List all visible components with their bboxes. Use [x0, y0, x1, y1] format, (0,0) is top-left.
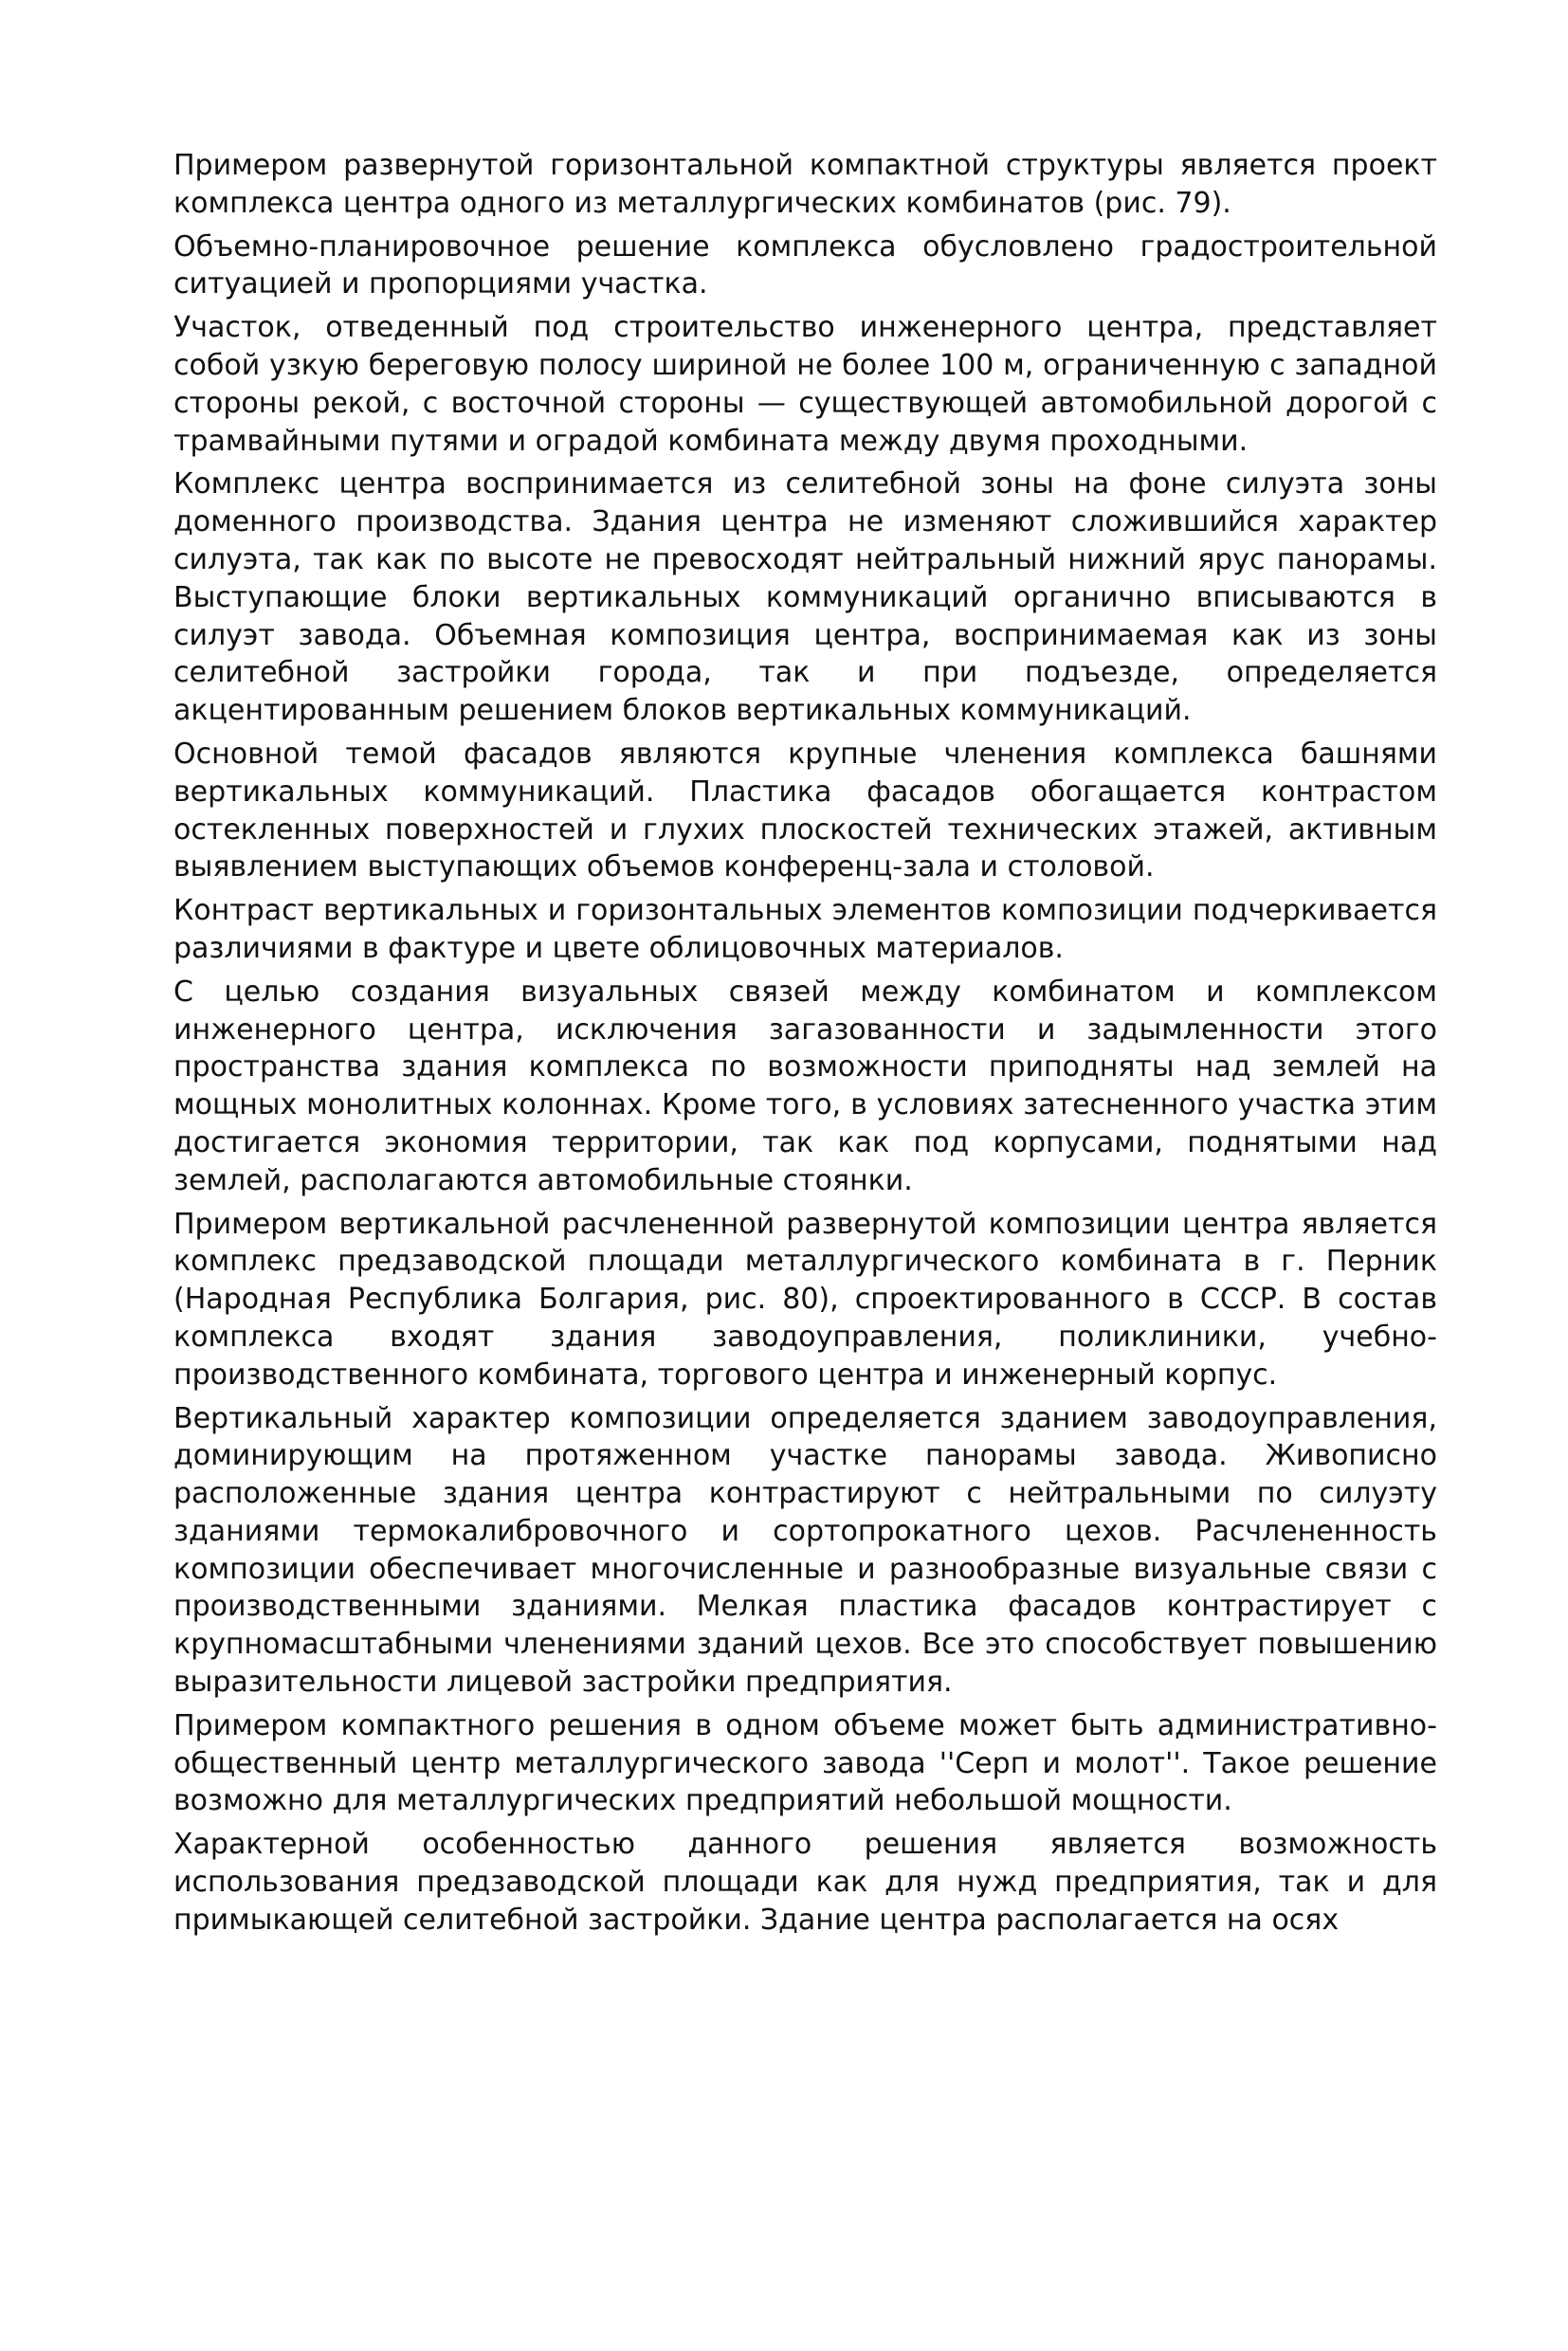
- paragraph-3: Участок, отведенный под строительство инженерного центра, представляет собой узкую береговую полосу шириной не более 100 м, ограниченную с западной стороны рекой, с восточной стороны — существующей автомобильной дорогой с трамвайными путями и оградой комбината между двумя проходными.: [173, 311, 1437, 458]
- paragraph-2: Объемно-планировочное решение комплекса обусловлено градостроительной ситуацией и пропорциями участка.: [173, 229, 1437, 301]
- paragraph-9: Вертикальный характер композиции определяется зданием заводоуправления, доминирующим на протяженном участке панорамы завода. Живописно расположенные здания центра контрастируют с нейтральными по силуэту зданиями термокалибровочного и сортопрокатного цехов. Расчлененность композиции обеспечивает многочисленные и разнообразные визуальные связи с производственными зданиями. Мелкая пластика фасадов контрастирует с крупномасштабными членениями зданий цехов. Все это способствует повышению выразительности лицевой застройки предприятия.: [173, 1401, 1437, 1700]
- paragraph-8: Примером вертикальной расчлененной развернутой композиции центра является комплекс предзаводской площади металлургического комбината в г. Перник (Народная Республика Болгария, рис. 80), спроектированного в СССР. В состав комплекса входят здания заводоуправления, поликлиники, учебно-производственного комбината, торгового центра и инженерный корпус.: [173, 1207, 1437, 1392]
- page-body: [173, 147, 1437, 1940]
- paragraph-1: Примером развернутой горизонтальной компактной структуры является проект комплекса центра одного из металлургических комбинатов (рис. 79).: [173, 149, 1437, 220]
- paragraph-11: Характерной особенностью данного решения является возможность использования предзаводской площади как для нужд предприятия, так и для примыкающей селитебной застройки. Здание центра располагается на осях: [173, 1828, 1437, 1937]
- paragraph-6: Контраст вертикальных и горизонтальных элементов композиции подчеркивается различиями в фактуре и цвете облицовочных материалов.: [173, 894, 1437, 965]
- paragraph-10: Примером компактного решения в одном объеме может быть административно-общественный центр металлургического завода ''Серп и молот''. Такое решение возможно для металлургических предприятий небольшой мощности.: [173, 1708, 1437, 1818]
- paragraph-7: С целью создания визуальных связей между комбинатом и комплексом инженерного центра, исключения загазованности и задымленности этого пространства здания комплекса по возможности приподняты над землей на мощных монолитных колоннах. Кроме того, в условиях затесненного участка этим достигается экономия территории, так как под корпусами, поднятыми над землей, располагаются автомобильные стоянки.: [173, 975, 1437, 1197]
- paragraph-4: Комплекс центра воспринимается из селитебной зоны на фоне силуэта зоны доменного производства. Здания центра не изменяют сложившийся характер силуэта, так как по высоте не превосходят нейтральный нижний ярус панорамы. Выступающие блоки вертикальных коммуникаций органично вписываются в силуэт завода. Объемная композиция центра, воспринимаемая как из зоны селитебной застройки города, так и при подъезде, определяется акцентированным решением блоков вертикальных коммуникаций.: [173, 467, 1437, 728]
- paragraph-5: Основной темой фасадов являются крупные членения комплекса башнями вертикальных коммуникаций. Пластика фасадов обогащается контрастом остекленных поверхностей и глухих плоскостей технических этажей, активным выявлением выступающих объемов конференц-зала и столовой.: [173, 737, 1437, 884]
